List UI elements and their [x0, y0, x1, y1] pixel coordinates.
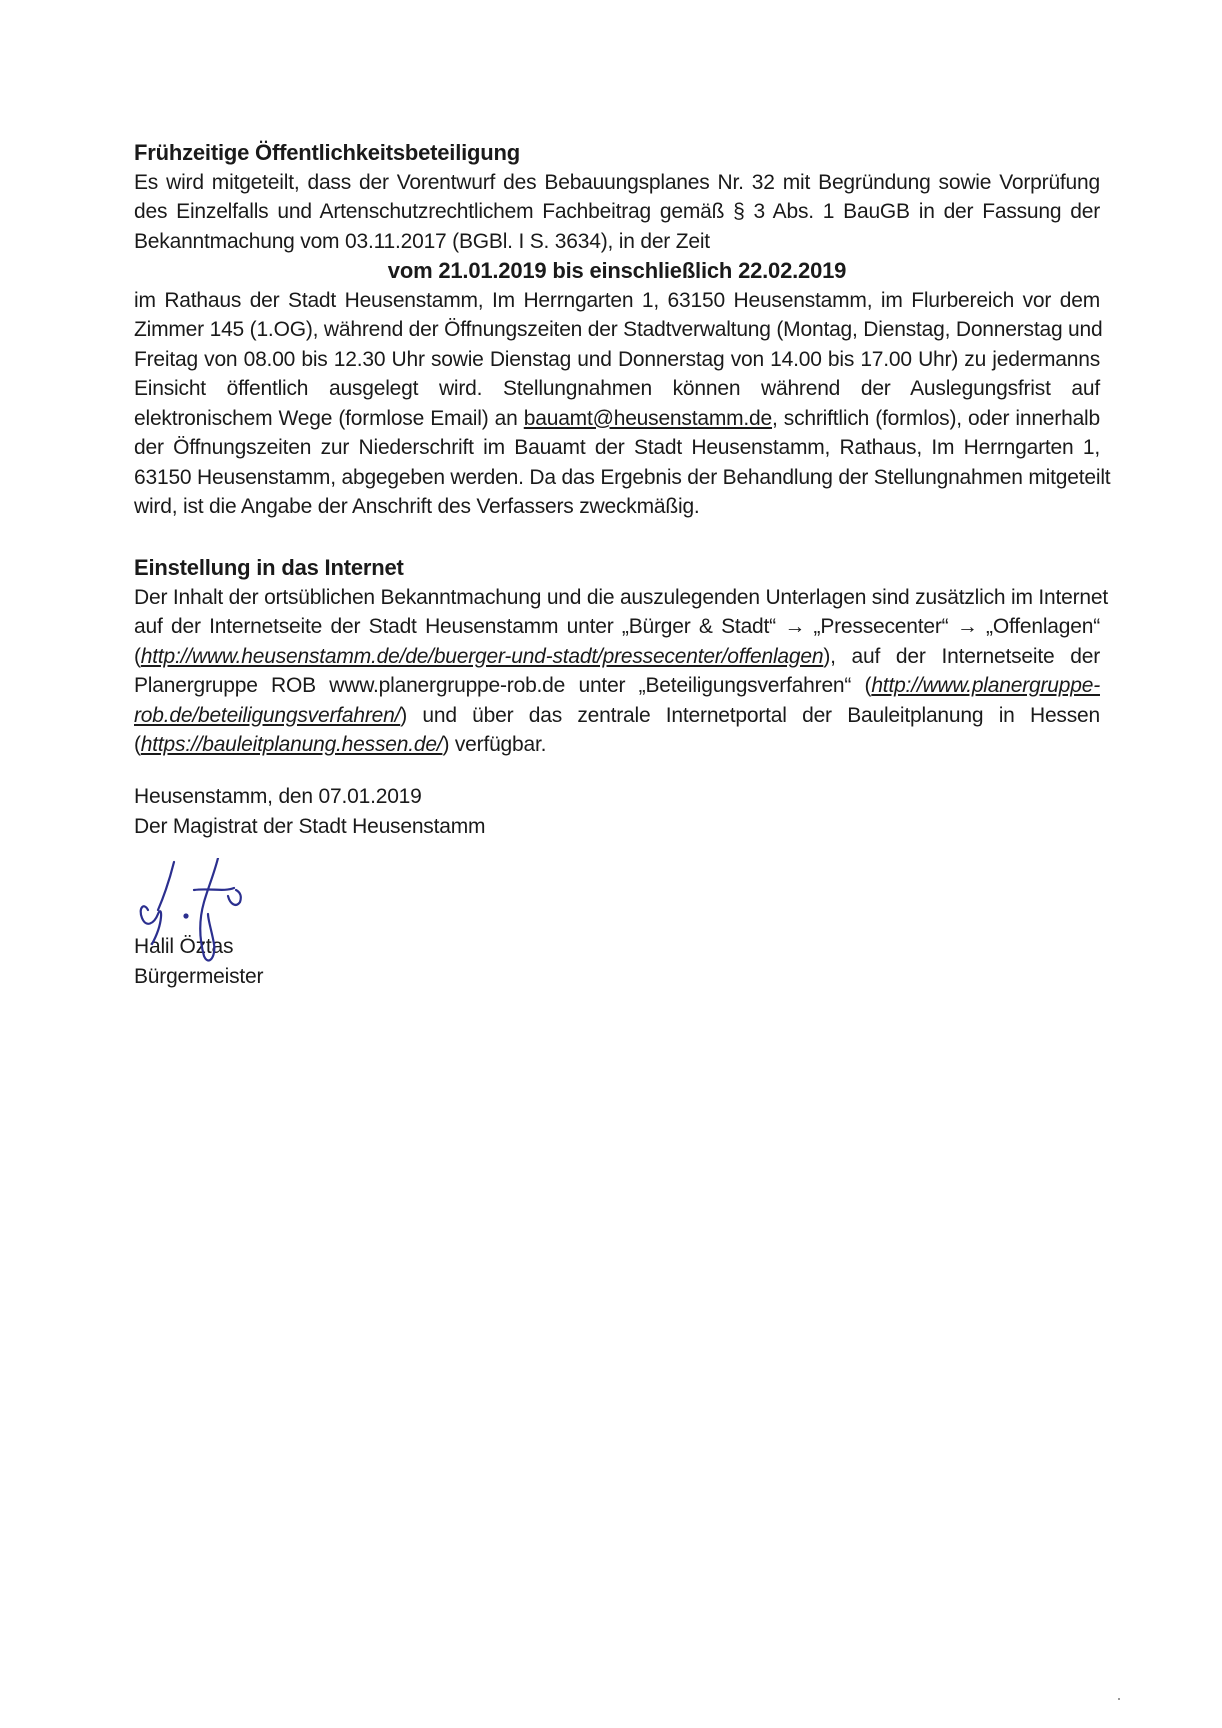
closing-block [134, 782, 1100, 841]
text-span: ( [134, 733, 141, 756]
signature-stroke [194, 888, 234, 890]
issuing-authority: Der Magistrat der Stadt Heusenstamm [134, 814, 486, 838]
paragraph-line: wird, ist die Angabe der Anschrift des Verfassers zweckmäßig. [134, 495, 700, 518]
signatory-name: Halil Öztas [134, 935, 234, 958]
paragraph-line [134, 642, 1100, 672]
signature-stroke [158, 862, 174, 910]
signature-dot [183, 913, 188, 918]
scan-speck [1118, 1698, 1120, 1700]
paragraph-line: im Rathaus der Stadt Heusenstamm, Im Herrngarten 1, 63150 Heusenstamm, im Flurbereich vor dem [134, 288, 1100, 312]
paragraph-line [134, 701, 1100, 731]
paragraph-line: Der Inhalt der ortsüblichen Bekanntmachung und die auszulegenden Unterlagen sind zusätzlich im Internet [134, 585, 1109, 609]
date-range: vom 21.01.2019 bis einschließlich 22.02.2019 [387, 258, 847, 283]
text-span: Planergruppe ROB www.planergruppe-rob.de unter „Beteiligungsverfahren“ ( [134, 674, 872, 697]
text-span: ( [134, 644, 141, 668]
signature-stroke [228, 890, 241, 905]
paragraph-line: 63150 Heusenstamm, abgegeben werden. Da das Ergebnis der Behandlung der Stellungnahmen mitgeteilt [134, 465, 1111, 489]
text-span: ) verfügbar. [442, 733, 547, 756]
section-internet [134, 553, 1109, 760]
paragraph-line [134, 404, 1100, 434]
paragraph-line: Freitag von 08.00 bis 12.30 Uhr sowie Dienstag und Donnerstag von 14.00 bis 17.00 Uhr) zu jedermanns [134, 347, 1100, 371]
signature-graphic [124, 858, 274, 978]
signatory-title: Bürgermeister [134, 964, 264, 988]
offenlagen-link[interactable]: http://www.heusenstamm.de/de/buerger-und-stadt/pressecenter/offenlagen [140, 644, 824, 668]
email-link[interactable]: bauamt@heusenstamm.de [523, 406, 773, 430]
text-span: , schriftlich (formlos), oder innerhalb [772, 406, 1100, 430]
planergruppe-link[interactable]: http://www.planergruppe- [871, 674, 1100, 697]
text-span: elektronischem Wege (formlose Email) an [134, 406, 524, 430]
planergruppe-link-continued[interactable]: rob.de/beteiligungsverfahren/ [134, 703, 401, 727]
place-date: Heusenstamm, den 07.01.2019 [134, 785, 422, 808]
paragraph-line: Einsicht öffentlich ausgelegt wird. Stellungnahmen können während der Auslegungsfrist auf [134, 377, 1100, 400]
signature-stroke [200, 858, 218, 960]
paragraph-line: des Einzelfalls und Artenschutzrechtlichem Fachbeitrag gemäß § 3 Abs. 1 BauGB in der Fassung der [134, 200, 1100, 223]
signatory-block [134, 932, 1100, 991]
paragraph-line: auf der Internetseite der Stadt Heusenstamm unter „Bürger & Stadt“ → „Pressecenter“ → „Offenlagen“ [134, 615, 1100, 638]
text-span: ), auf der Internetseite der [823, 644, 1100, 668]
section-heading: Frühzeitige Öffentlichkeitsbeteiligung [134, 140, 520, 165]
paragraph-line [134, 730, 1100, 760]
paragraph-line: Es wird mitgeteilt, dass der Vorentwurf des Bebauungsplanes Nr. 32 mit Begründung sowie Vorprüfung [134, 170, 1100, 194]
paragraph-line: der Öffnungszeiten zur Niederschrift im Bauamt der Stadt Heusenstamm, Rathaus, Im Herrngarten 1, [134, 436, 1100, 459]
section-public-participation [134, 138, 1111, 522]
paragraph-line: Zimmer 145 (1.OG), während der Öffnungszeiten der Stadtverwaltung (Montag, Dienstag, Donnerstag und [134, 318, 1103, 341]
paragraph-line [134, 671, 1100, 701]
text-span: ) und über das zentrale Internetportal der Bauleitplanung in Hessen [400, 703, 1100, 727]
paragraph-line: Bekanntmachung vom 03.11.2017 (BGBl. I S. 3634), in der Zeit [134, 229, 710, 253]
signature-stroke [141, 906, 161, 944]
bauleitplanung-link[interactable]: https://bauleitplanung.hessen.de/ [140, 733, 443, 756]
section-heading: Einstellung in das Internet [134, 555, 404, 580]
